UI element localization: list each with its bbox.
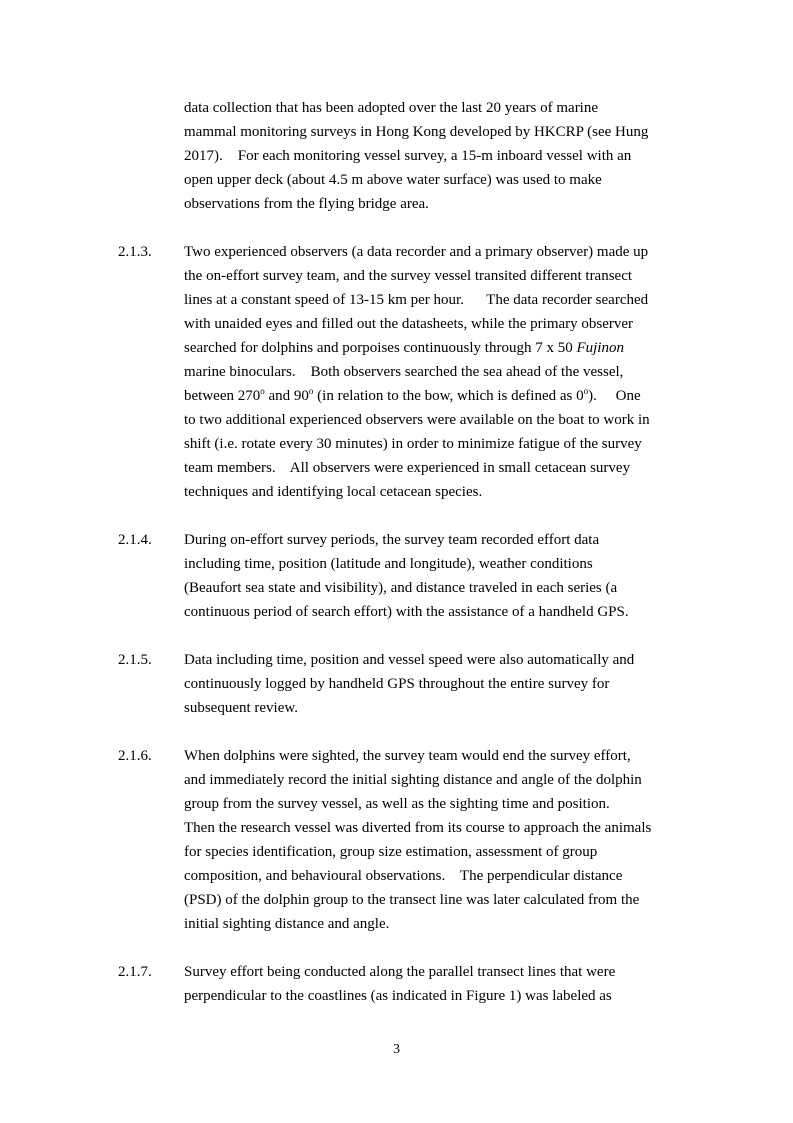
text-span: searched for dolphins and porpoises continuously through 7 x 50 (184, 340, 577, 356)
section-number: 2.1.3. (118, 244, 152, 260)
degree-sup: o (583, 386, 589, 396)
italic-word: Fujinon (576, 340, 624, 356)
text-line: initial sighting distance and angle. (184, 916, 390, 932)
text-span: and 90 (264, 388, 309, 404)
text-span: (in relation to the bow, which is defined as 0 (313, 388, 584, 404)
text-line: continuous period of search effort) with the assistance of a handheld GPS. (184, 604, 629, 620)
text-line: and immediately record the initial sighting distance and angle of the dolphin (184, 772, 642, 788)
text-line: (PSD) of the dolphin group to the transect line was later calculated from the (184, 892, 640, 908)
section-number: 2.1.7. (118, 964, 152, 980)
degree-sup: o (308, 386, 314, 396)
text-line: Data including time, position and vessel speed were also automatically and (184, 652, 635, 668)
text-line: subsequent review. (184, 700, 298, 716)
text-line: team members. All observers were experienced in small cetacean survey (184, 460, 631, 476)
text-line: During on-effort survey periods, the survey team recorded effort data (184, 532, 600, 548)
text-line: Two experienced observers (a data recorder and a primary observer) made up (184, 244, 649, 260)
text-line (184, 384, 641, 408)
text-line: Then the research vessel was diverted from its course to approach the animals (184, 820, 652, 836)
text-line: for species identification, group size estimation, assessment of group (184, 844, 598, 860)
page-number: 3 (393, 1042, 400, 1057)
text-span: ). One (588, 388, 641, 404)
text-line: continuously logged by handheld GPS throughout the entire survey for (184, 676, 610, 692)
text-line: open upper deck (about 4.5 m above water surface) was used to make (184, 172, 602, 188)
text-line: to two additional experienced observers were available on the boat to work in (184, 412, 650, 428)
text-line: the on-effort survey team, and the survey vessel transited different transect (184, 268, 633, 284)
text-line: mammal monitoring surveys in Hong Kong developed by HKCRP (see Hung (184, 124, 649, 140)
degree-sup: o (260, 386, 265, 396)
section-number: 2.1.4. (118, 532, 152, 548)
text-line: perpendicular to the coastlines (as indicated in Figure 1) was labeled as (184, 988, 612, 1004)
text-line: composition, and behavioural observations. The perpendicular distance (184, 868, 623, 884)
text-line: 2017). For each monitoring vessel survey, a 15-m inboard vessel with an (184, 148, 632, 164)
text-line: techniques and identifying local cetacean species. (184, 484, 483, 500)
section-number: 2.1.6. (118, 748, 152, 764)
text-line: Survey effort being conducted along the parallel transect lines that were (184, 964, 616, 980)
text-line: including time, position (latitude and longitude), weather conditions (184, 556, 593, 572)
text-line: (Beaufort sea state and visibility), and distance traveled in each series (a (184, 580, 618, 596)
text-line: group from the survey vessel, as well as the sighting time and position. (184, 796, 610, 812)
text-line: shift (i.e. rotate every 30 minutes) in order to minimize fatigue of the survey (184, 436, 642, 452)
text-line: with unaided eyes and filled out the datasheets, while the primary observer (184, 316, 634, 332)
text-line (184, 336, 624, 360)
text-line: observations from the flying bridge area. (184, 196, 429, 212)
text-line: lines at a constant speed of 13-15 km per hour. The data recorder searched (184, 292, 649, 308)
text-line: marine binoculars. Both observers searched the sea ahead of the vessel, (184, 364, 624, 380)
text-line: When dolphins were sighted, the survey team would end the survey effort, (184, 748, 631, 764)
text-line: data collection that has been adopted over the last 20 years of marine (184, 100, 599, 116)
section-number: 2.1.5. (118, 652, 152, 668)
text-span: between 270 (184, 388, 261, 404)
